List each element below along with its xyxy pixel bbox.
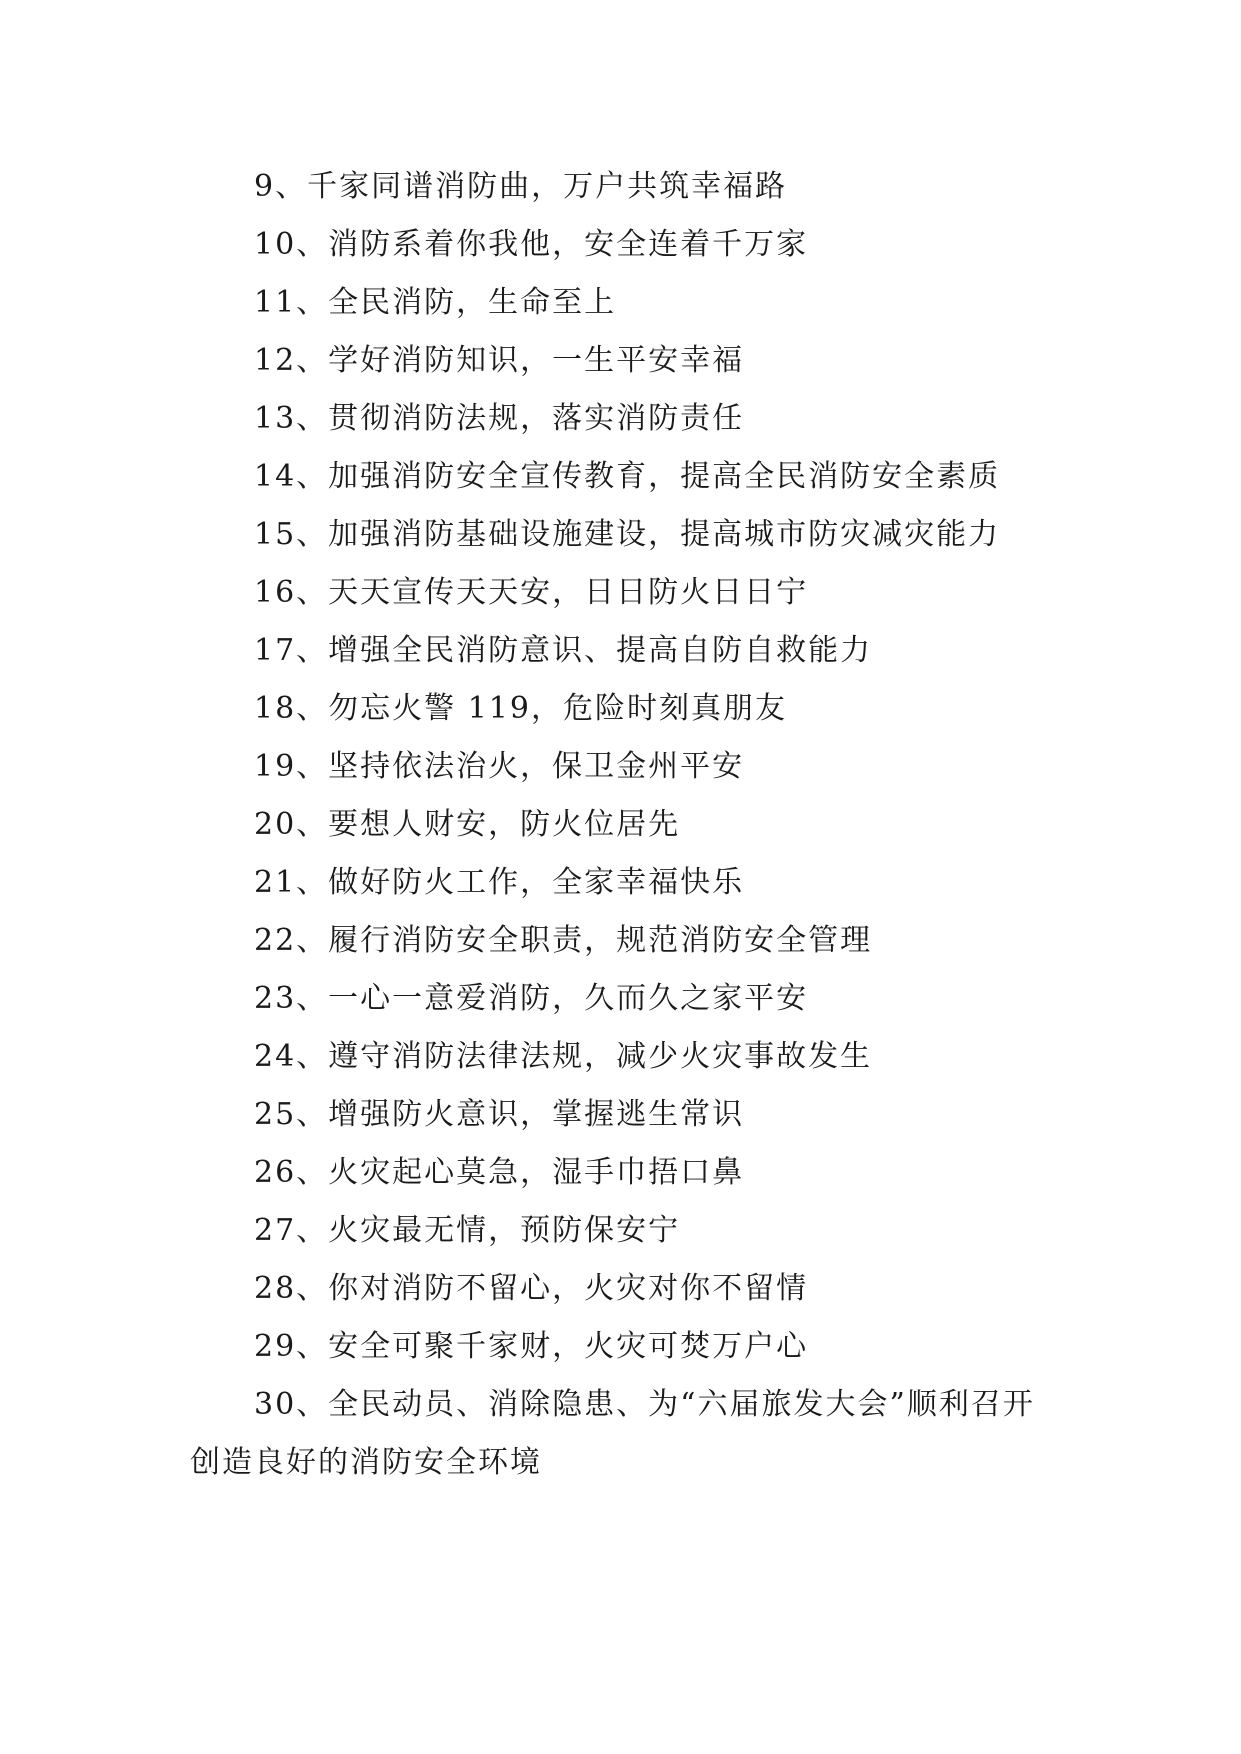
slogan-item: 15、加强消防基础设施建设，提高城市防灾减灾能力 [254, 517, 1001, 552]
slogan-item: 16、天天宣传天天安，日日防火日日宁 [254, 575, 809, 610]
slogan-item-last: 30、全民动员、消除隐患、为“六届旅发大会”顺利召开创造良好的消防安全环境 [190, 1387, 1035, 1480]
slogan-item: 26、火灾起心莫急，湿手巾捂口鼻 [254, 1155, 745, 1190]
slogan-item: 28、你对消防不留心，火灾对你不留情 [254, 1271, 809, 1306]
slogan-item: 21、做好防火工作，全家幸福快乐 [254, 865, 745, 900]
slogan-item: 23、一心一意爱消防，久而久之家平安 [254, 981, 809, 1016]
slogan-item: 12、学好消防知识，一生平安幸福 [254, 343, 745, 378]
slogan-item: 29、安全可聚千家财，火灾可焚万户心 [254, 1329, 809, 1364]
slogan-item: 10、消防系着你我他，安全连着千万家 [254, 227, 809, 262]
slogan-list [190, 158, 1056, 1492]
slogan-item: 24、遵守消防法律法规，减少火灾事故发生 [254, 1039, 873, 1074]
slogan-item: 9、千家同谱消防曲，万户共筑幸福路 [254, 169, 788, 204]
slogan-item: 20、要想人财安，防火位居先 [254, 807, 681, 842]
slogan-item: 19、坚持依法治火，保卫金州平安 [254, 749, 745, 784]
slogan-item: 14、加强消防安全宣传教育，提高全民消防安全素质 [254, 459, 1001, 494]
slogan-item: 27、火灾最无情，预防保安宁 [254, 1213, 681, 1248]
slogan-item: 22、履行消防安全职责，规范消防安全管理 [254, 923, 873, 958]
slogan-item: 17、增强全民消防意识、提高自防自救能力 [254, 633, 873, 668]
slogan-item: 25、增强防火意识，掌握逃生常识 [254, 1097, 745, 1132]
slogan-item: 18、勿忘火警 119，危险时刻真朋友 [254, 691, 787, 726]
slogan-item: 13、贯彻消防法规，落实消防责任 [254, 401, 745, 436]
slogan-item: 11、全民消防，生命至上 [254, 285, 617, 320]
